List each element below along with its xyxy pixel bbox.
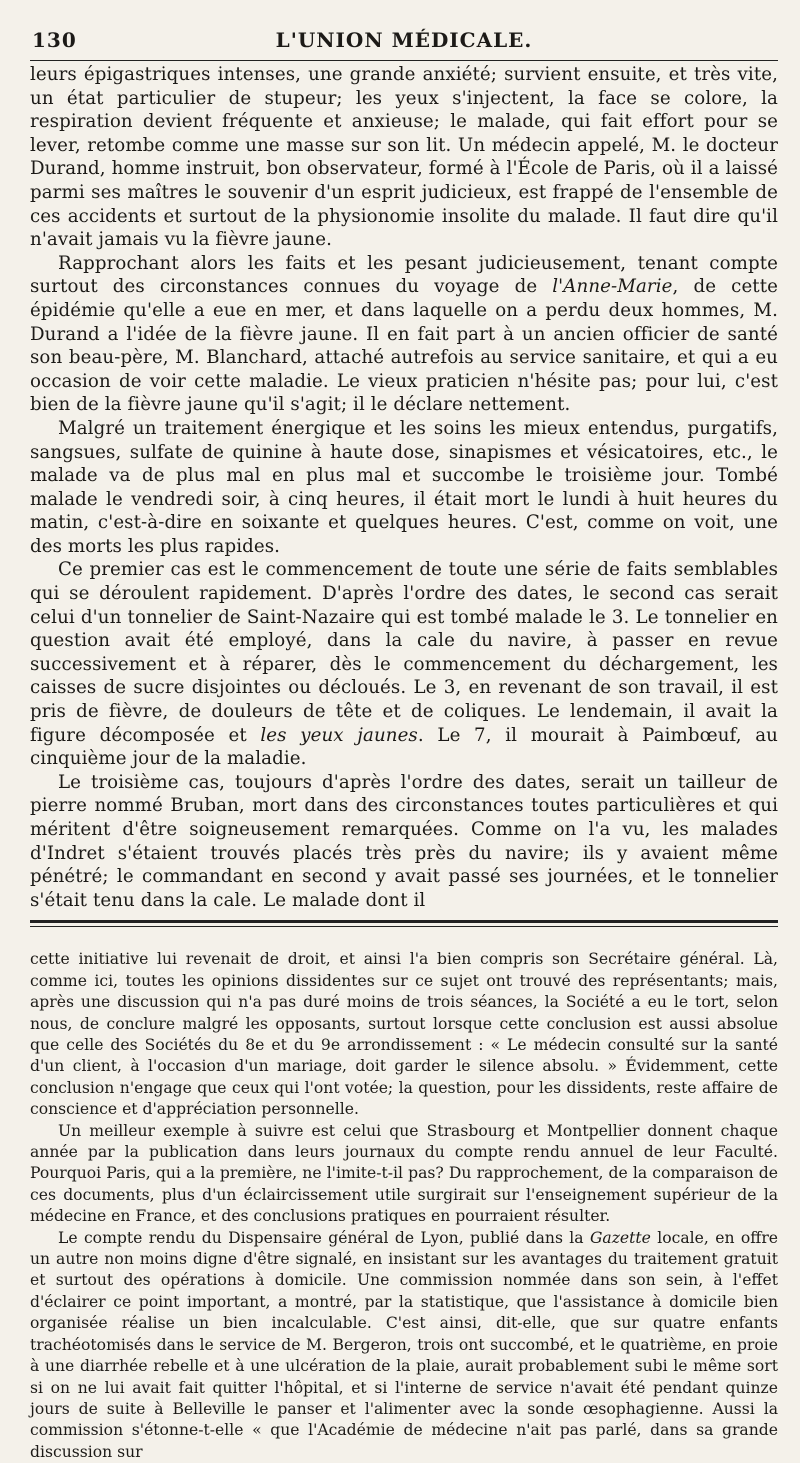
paragraph-3: Malgré un traitement énergique et les soins les mieux entendus, purgatifs, sangsues, sulfate de quinine à haute dose, sinapismes et vésicatoires, etc., le malade va de plus mal en plus mal et succombe le troisième jour. Tombé malade le vendredi soir, à cinq heures, il était mort le lundi à huit heures du matin, c'est-à-dire en soixante et quelques heures. C'est, comme on voit, une des morts les plus rapides. (30, 417, 778, 557)
p4-text-b: . Le 7, il mourait à Paimbœuf, au cinquième jour de la maladie. (30, 724, 778, 770)
paragraph-5: Le troisième cas, toujours d'après l'ordre des dates, serait un tailleur de pierre nommé Bruban, mort dans des circonstances toutes particulières et qui méritent d'être soigneusement remarquées. Comme on l'a vu, les malades d'Indret s'étaient trouvés placés très près du navire; ils y avaient même pénétré; le commandant en second y avait passé ses journées, et le tonnelier s'était tenu dans la cale. Le malade dont il (30, 771, 778, 911)
feuilleton-section (30, 949, 778, 1463)
p4-text-a: Ce premier cas est le commencement de toute une série de faits semblables qui se déroulent rapidement. D'après l'ordre des dates, le second cas serait celui d'un tonnelier de Saint-Nazaire qui est tombé malade le 3. Le tonnelier en question avait été employé, dans la cale du navire, à passer en revue successivement et à réparer, dès le commencement du déchargement, les caisses de sucre disjointes ou décloués. Le 3, en revenant de son travail, il est pris de fièvre, de douleurs de tête et de coliques. Le lendemain, il avait la figure décomposée et (30, 559, 778, 746)
running-title: L'UNION MÉDICALE. (275, 28, 533, 52)
p4-italic: les yeux jaunes (260, 724, 418, 746)
feuilleton-divider (30, 920, 778, 927)
paragraph-4 (30, 558, 778, 770)
page-number: 130 (32, 28, 77, 52)
p2-text-b: , de cette épidémie qu'elle a eue en mer, et dans laquelle on a perdu deux hommes, M. Durand a l'idée de la fièvre jaune. Il en fait part à un ancien officier de santé son beau-père, M. Blanchard, attaché autrefois au service sanitaire, et qui a eu occasion de voir cette maladie. Le vieux praticien n'hésite pas; pour lui, c'est bien de la fièvre jaune qu'il s'agit; il le déclare nettement. (30, 276, 778, 416)
f3-text-b: locale, en offre un autre non moins digne d'être signalé, en insistant sur les avantages du traitement gratuit et surtout des opérations à domicile. Une commission nommée dans son sein, à l'effet d'éclairer ce point important, a montré, par la statistique, que l'assistance à domicile bien organisée réalise un bien incalculable. C'est ainsi, dit-elle, que sur quatre enfants trachéotomisés dans le service de M. Bergeron, trois ont succombé, et le quatrième, en proie à une diarrhée rebelle et à une ulcération de la plaie, aurait probablement subi le même sort si on ne lui avait fait quitter l'hôpital, et si l'interne de service n'avait été pendant quinze jours de suite à Belleville le panser et l'alimenter avec la sonde œsophagienne. Aussi la commission s'étonne-t-elle « que l'Académie de médecine n'ait pas parlé, dans sa grande discussion sur (30, 1228, 778, 1461)
feuilleton-paragraph-1: cette initiative lui revenait de droit, et ainsi l'a bien compris son Secrétaire général. Là, comme ici, toutes les opinions dissidentes sur ce sujet ont trouvé des représentants; mais, après une discussion qui n'a pas duré moins de trois séances, la Société a eu le tort, selon nous, de conclure malgré les opposants, surtout lorsque cette conclusion est aussi absolue que celle des Sociétés du 8e et du 9e arrondissement : « Le médecin consulté sur la santé d'un client, à l'occasion d'un mariage, doit garder le silence absolu. » Évidemment, cette conclusion n'engage que ceux qui l'ont votée; la question, pour les dissidents, reste affaire de conscience et d'appréciation personnelle. (30, 950, 778, 1119)
main-article (30, 63, 778, 912)
page-header (30, 0, 778, 60)
gazette-title: Gazette (589, 1228, 651, 1247)
paragraph-1: leurs épigastriques intenses, une grande anxiété; survient ensuite, et très vite, un état particulier de stupeur; les yeux s'injectent, la face se colore, la respiration devient fréquente et anxieuse; le malade, qui fait effort pour se lever, retombe comme une masse sur son lit. Un médecin appelé, M. le docteur Durand, homme instruit, bon observateur, formé à l'École de Paris, où il a laissé parmi ses maîtres le souvenir d'un esprit judicieux, est frappé de l'ensemble de ces accidents et surtout de la physionomie insolite du malade. Il faut dire qu'il n'avait jamais vu la fièvre jaune. (30, 64, 778, 251)
feuilleton-paragraph-2: Un meilleur exemple à suivre est celui que Strasbourg et Montpellier donnent chaque année par la publication dans leurs journaux du compte rendu annuel de leur Faculté. Pourquoi Paris, qui a la première, ne l'imite-t-il pas? Du rapprochement, de la comparaison de ces documents, plus d'un éclaircissement utile surgirait sur l'enseignement supérieur de la médecine en France, et des conclusions pratiques en pourraient résulter. (30, 1121, 778, 1226)
ship-name: l'Anne-Marie (552, 276, 673, 298)
paragraph-2 (30, 252, 778, 417)
header-rule (30, 60, 778, 61)
feuilleton-paragraph-3 (30, 1228, 778, 1463)
f3-text-a: Le compte rendu du Dispensaire général de Lyon, publié dans la (58, 1228, 590, 1247)
p2-text-a: Rapprochant alors les faits et les pesant judicieusement, tenant compte surtout des circonstances connues du voyage de (30, 252, 778, 298)
